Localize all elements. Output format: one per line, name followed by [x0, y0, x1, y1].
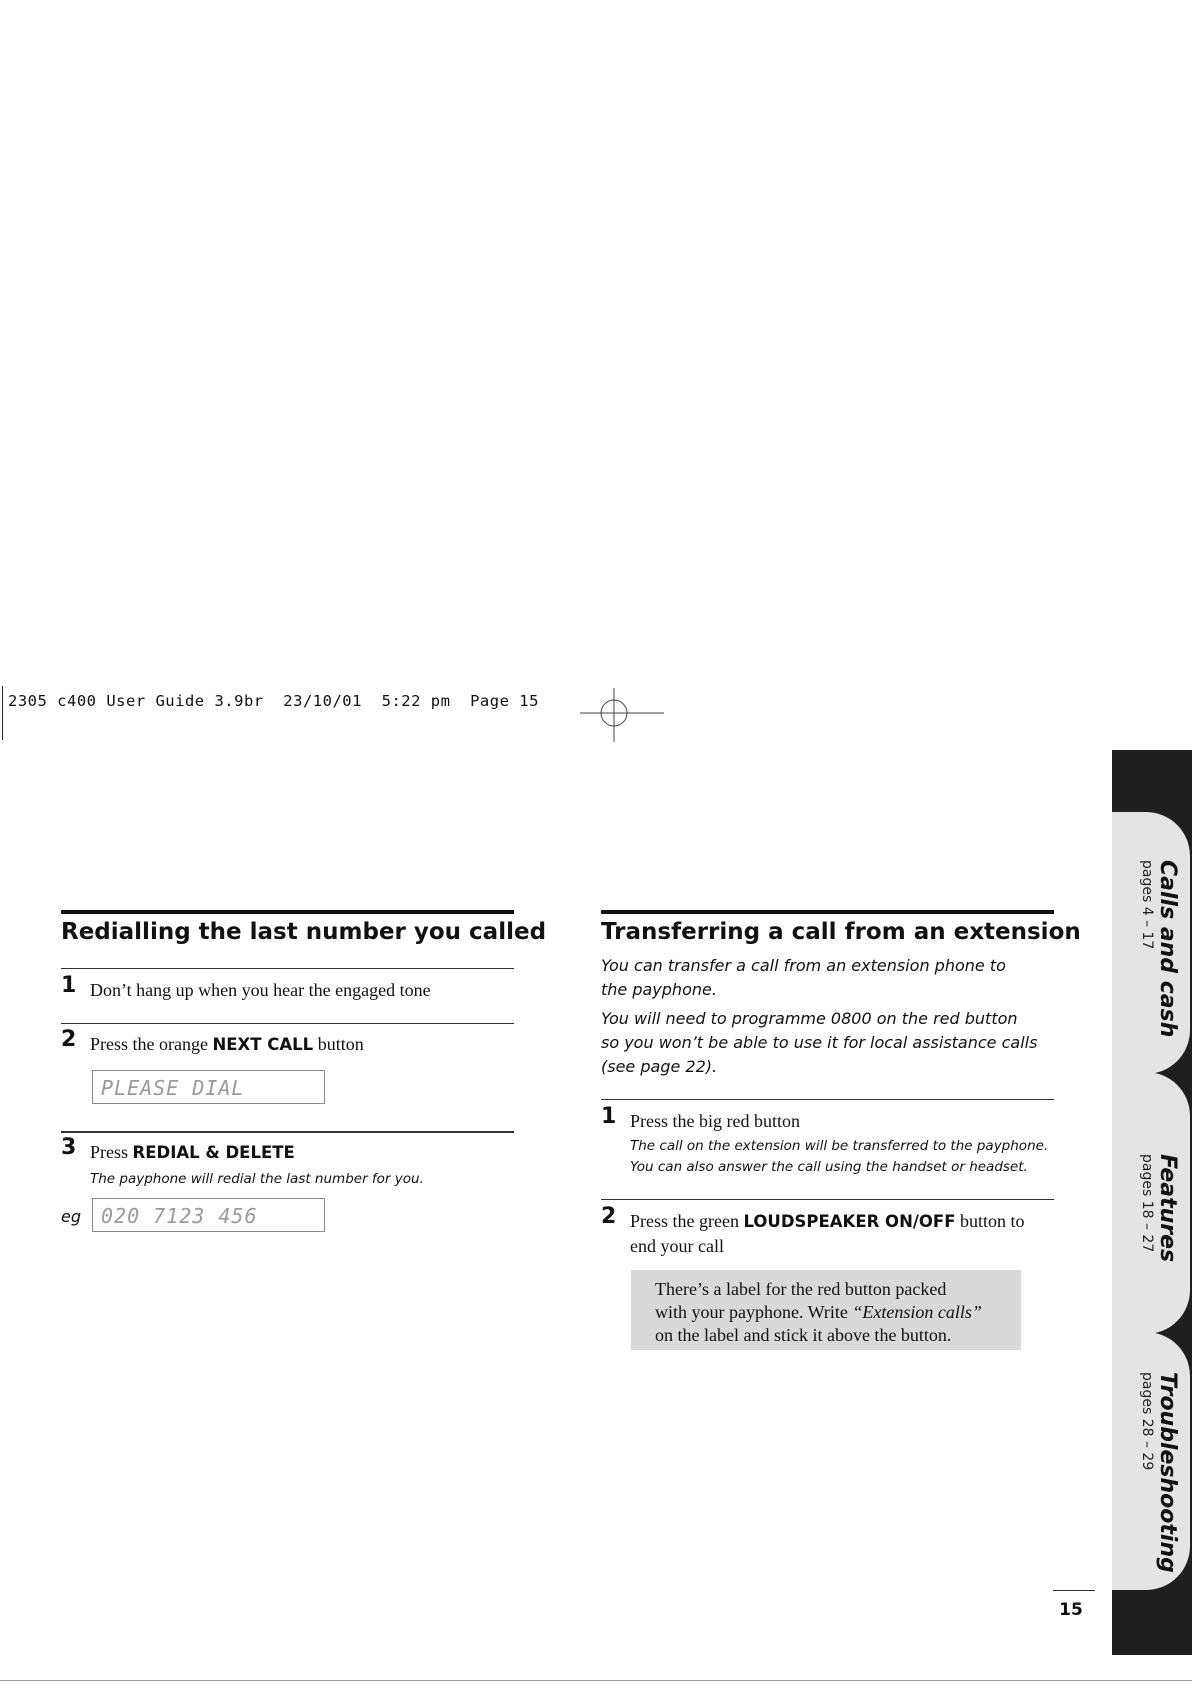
section-rule — [601, 910, 1054, 914]
tab-calls-and-cash[interactable] — [1112, 812, 1190, 1074]
step-note: The call on the extension will be transferred to the payphone. You can also answer the call using the handset or headset. — [630, 1138, 1049, 1175]
page-number: 15 — [1059, 1600, 1083, 1620]
tab-pages: pages 28 – 29 — [1139, 1372, 1155, 1471]
step-number: 2 — [61, 1027, 77, 1052]
step-text: Press the green LOUDSPEAKER ON/OFF button to end your call — [630, 1211, 1025, 1256]
intro-text: You can transfer a call from an extension phone to the payphone. — [601, 956, 1006, 999]
printer-slug: 2305 c400 User Guide 3.9br 23/10/01 5:22 pm Page 15 — [8, 692, 539, 710]
button-name-next-call: NEXT CALL — [212, 1035, 314, 1054]
step-text: Press the orange NEXT CALL button — [90, 1034, 364, 1054]
tab-troubleshooting[interactable] — [1112, 1332, 1190, 1590]
step-note: The payphone will redial the last number for you. — [90, 1171, 424, 1187]
section-title-redial: Redialling the last number you called — [61, 919, 547, 945]
page-number-rule — [1053, 1590, 1095, 1591]
step-number: 1 — [601, 1104, 617, 1129]
lcd-display: 020 7123 456 — [92, 1198, 325, 1232]
example-label: eg — [61, 1207, 81, 1226]
button-name-redial-delete: REDIAL & DELETE — [132, 1143, 295, 1162]
slug-crop-line — [2, 686, 3, 740]
tab-pages: pages 18 – 27 — [1139, 1154, 1155, 1253]
divider — [601, 1199, 1054, 1200]
section-title-transfer: Transferring a call from an extension — [601, 919, 1081, 945]
step-text: Press the big red button — [630, 1111, 800, 1131]
step-number: 1 — [61, 973, 77, 998]
section-rule — [61, 910, 514, 914]
step-number: 2 — [601, 1204, 617, 1229]
trim-line — [0, 1680, 1192, 1681]
step-text: Press REDIAL & DELETE — [90, 1142, 295, 1162]
divider — [61, 968, 514, 969]
tip-box: There’s a label for the red button packed with your payphone. Write “Extension calls” on the label and stick it above the button. — [631, 1270, 1021, 1350]
divider — [61, 1023, 514, 1024]
button-name-loudspeaker: LOUDSPEAKER ON/OFF — [743, 1212, 956, 1231]
tab-features[interactable] — [1112, 1072, 1190, 1334]
divider — [61, 1131, 514, 1133]
registration-mark-icon — [580, 688, 664, 742]
tab-title: Features — [1155, 1154, 1180, 1263]
tab-pages: pages 4 – 17 — [1139, 860, 1155, 950]
step-text: Don’t hang up when you hear the engaged tone — [90, 980, 431, 1000]
step-number: 3 — [61, 1135, 77, 1160]
lcd-display: PLEASE DIAL — [92, 1070, 325, 1104]
divider — [601, 1099, 1054, 1100]
tab-title: Calls and cash — [1155, 860, 1180, 1038]
intro-text: You will need to programme 0800 on the red button so you won’t be able to use it for local assistance calls (see page 22). — [601, 1009, 1038, 1076]
tab-title: Troubleshooting — [1155, 1372, 1180, 1573]
